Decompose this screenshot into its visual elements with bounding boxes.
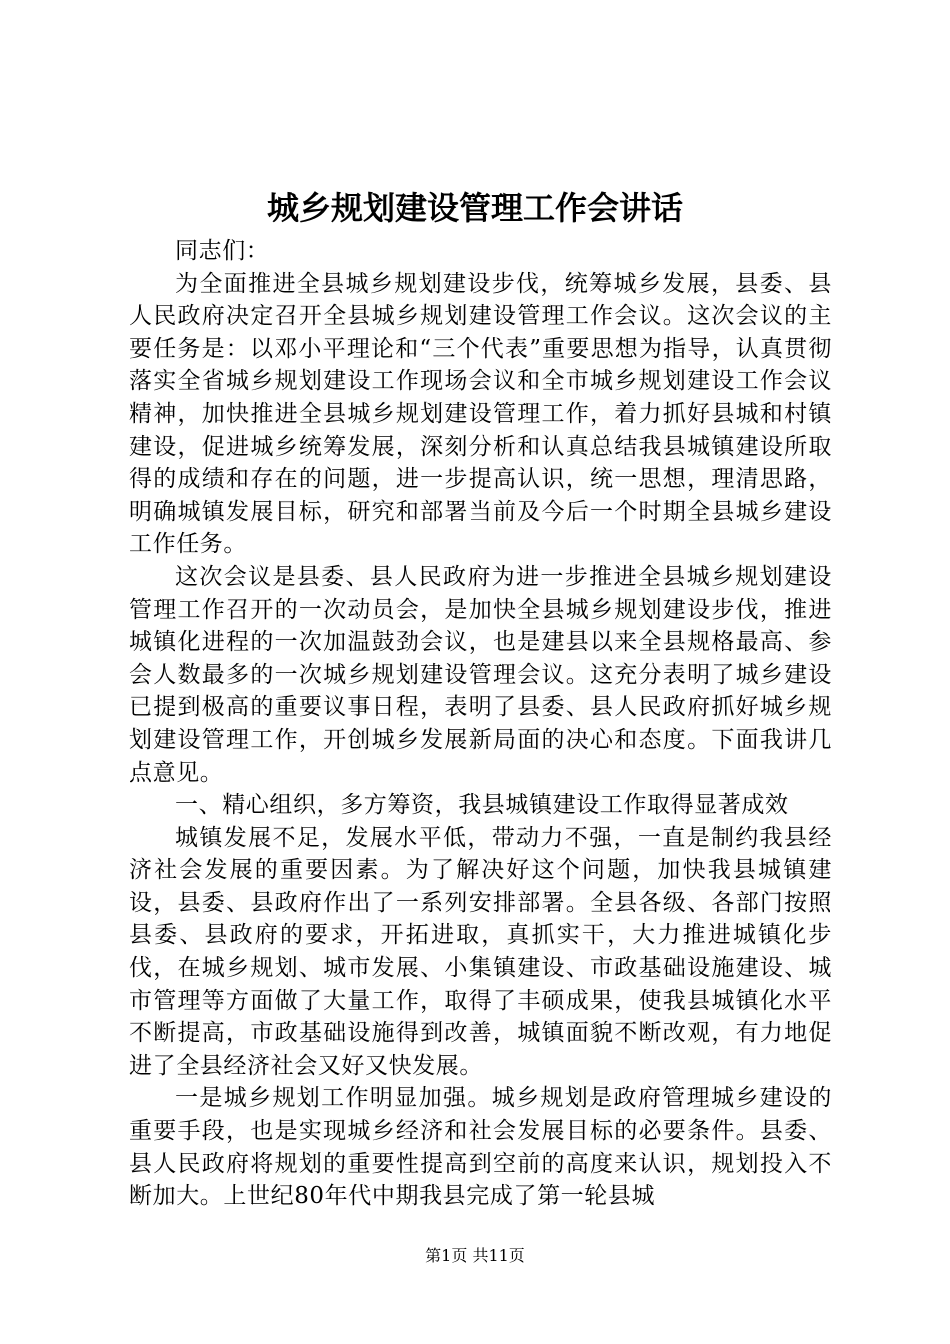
body-paragraph: 一是城乡规划工作明显加强。城乡规划是政府管理城乡建设的重要手段，也是实现城乡经济和社会发展目标的必要条件。县委、县人民政府将规划的重要性提高到空前的高度来认识，规划投入不断加大。上世纪80年代中期我县完成了第一轮县城 [129,1085,832,1210]
section-heading: 一、精心组织，多方筹资，我县城镇建设工作取得显著成效 [175,792,789,819]
salutation-paragraph: 同志们： [175,238,270,264]
document-title: 城乡规划建设管理工作会讲话 [266,189,683,227]
body-paragraph: 这次会议是县委、县人民政府为进一步推进全县城乡规划建设管理工作召开的一次动员会，是加快全县城乡规划建设步伐，推进城镇化进程的一次加温鼓劲会议，也是建县以来全县规格最高、参会人数最多的一次城乡规划建设管理会议。这充分表明了城乡建设已提到极高的重要议事日程，表明了县委、县人民政府抓好城乡规划建设管理工作，开创城乡发展新局面的决心和态度。下面我讲几点意见。 [129,563,832,786]
body-paragraph: 为全面推进全县城乡规划建设步伐，统筹城乡发展，县委、县人民政府决定召开全县城乡规划建设管理工作会议。这次会议的主要任务是：以邓小平理论和“三个代表”重要思想为指导，认真贯彻落实全省城乡规划建设工作现场会议和全市城乡规划建设工作会议精神，加快推进全县城乡规划建设管理工作，着力抓好县城和村镇建设，促进城乡统筹发展，深刻分析和认真总结我县城镇建设所取得的成绩和存在的问题，进一步提高认识，统一思想，理清思路，明确城镇发展目标，研究和部署当前及今后一个时期全县城乡建设工作任务。 [129,270,832,558]
document-body [129,235,832,1213]
body-paragraph: 城镇发展不足，发展水平低，带动力不强，一直是制约我县经济社会发展的重要因素。为了解决好这个问题，加快我县城镇建设，县委、县政府作出了一系列安排部署。全县各级、各部门按照县委、县政府的要求，开拓进取，真抓实干，大力推进城镇化步伐，在城乡规划、城市发展、小集镇建设、市政基础设施建设、城市管理等方面做了大量工作，取得了丰硕成果，使我县城镇化水平不断提高，市政基础设施得到改善，城镇面貌不断改观，有力地促进了全县经济社会又好又快发展。 [129,824,832,1079]
page-footer: 第1页 共11页 [425,1246,525,1265]
